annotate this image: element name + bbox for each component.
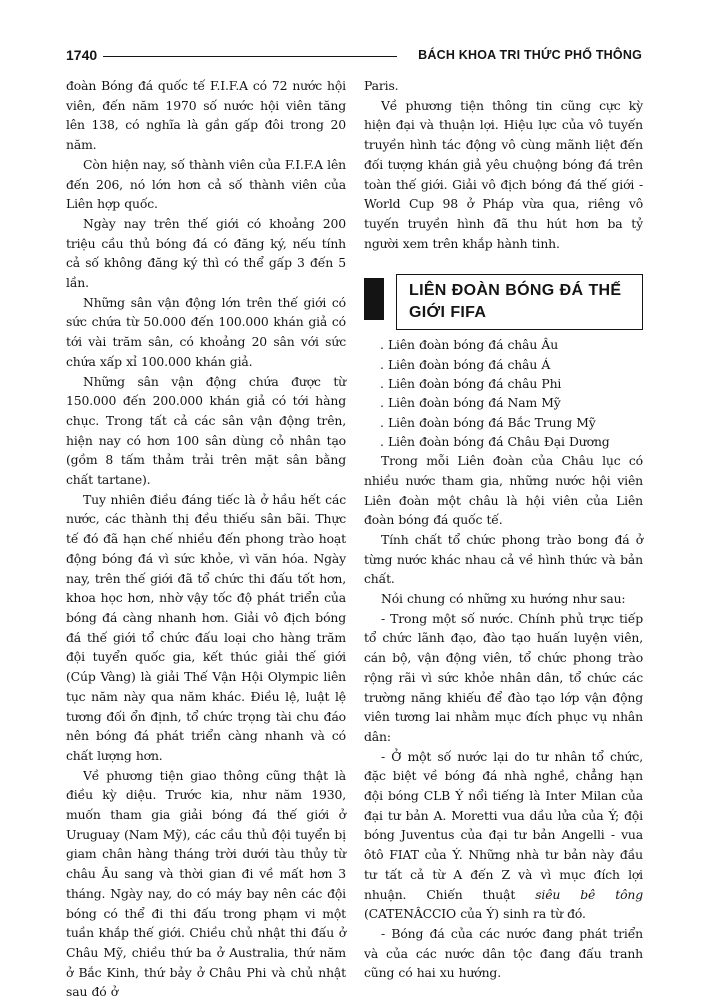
paragraph	[364, 747, 643, 924]
section-marker	[364, 278, 384, 320]
list-item: . Liên đoàn bóng đá Châu Đại Dương	[380, 433, 610, 449]
paragraph: - Bóng đá của các nước đang phát triển và của các nước dân tộc đang đấu tranh cũng có hai xu hướng.	[364, 925, 643, 981]
running-title: BÁCH KHOA TRI THỨC PHỔ THÔNG	[418, 48, 642, 62]
paragraph: Về phương tiện giao thông cũng thật là điều kỳ diệu. Trước kia, như năm 1930, muốn tham gia giải bóng đá thế giới ở Uruguay (Nam Mỹ), các cầu thủ đội tuyển bị giam chân hàng tháng trời dưới tàu thủy từ châu Âu sang và thời gian đi về mất hơn 3 tháng. Ngày nay, do có máy bay nên các đội bóng có thể đi thi đấu trong phạm vi một tuần khắp thế giới. Chiều chủ nhật thi đấu ở Châu Mỹ, chiều thứ ba ở Australia, thứ năm ở Bắc Kinh, thứ bảy ở Châu Phi và chủ nhật sau đó ở	[66, 767, 346, 1000]
page-header	[66, 46, 642, 64]
paragraph: đoàn Bóng đá quốc tế F.I.F.A có 72 nước hội viên, đến năm 1970 số nước hội viên tăng lên 138, có nghĩa là gần gấp đôi trong 20 năm.	[66, 78, 346, 153]
paragraph: Paris.	[364, 78, 399, 93]
header-rule	[103, 56, 397, 57]
confederation-list	[380, 335, 643, 451]
section-title: LIÊN ĐOÀN BÓNG ĐÁ THẾ GIỚI FIFA	[409, 282, 622, 322]
list-item: . Liên đoàn bóng đá châu Á	[380, 356, 551, 372]
left-column	[66, 76, 346, 1002]
list-item: . Liên đoàn bóng đá châu Âu	[380, 337, 559, 353]
paragraph: Những sân vận động chứa được từ 150.000 đến 200.000 khán giả có tới hàng chục. Trong tất cả các sân vận động trên, hiện nay có hơn 100 sân dùng cỏ nhân tạo (gồm 8 tấm thảm trải trên mặt sân bằng chất tartane).	[66, 373, 346, 488]
paragraph: Tính chất tổ chức phong trào bong đá ở từng nước khác nhau cả về hình thức và bản chất.	[364, 531, 643, 587]
text-run: - Ở một số nước lại do tư nhân tổ chức, đặc biệt về bóng đá nhà nghề, chẳng hạn đội bóng CLB Ý nổi tiếng là Inter Milan của đại tư bản A. Moretti vua dầu lửa của Ý; đội bóng Juventus của đại tư bản Angelli - vua ôtô FIAT của Ý. Những nhà tư bản này đầu tư tất cả từ A đến Z và vì mục đích lợi nhuận. Chiến thuật	[364, 748, 643, 902]
paragraph: Những sân vận động lớn trên thế giới có sức chứa từ 50.000 đến 100.000 khán giả có tới vài trăm sân, có khoảng 20 sân với sức chứa xấp xỉ 100.000 khán giả.	[66, 294, 346, 369]
paragraph: Trong mỗi Liên đoàn của Châu lục có nhiều nước tham gia, những nước hội viên Liên đoàn một châu là hội viên của Liên đoàn bóng đá quốc tế.	[364, 453, 643, 528]
paragraph: Nói chung có những xu hướng như sau:	[381, 591, 626, 607]
list-item: . Liên đoàn bóng đá Bắc Trung Mỹ	[380, 414, 596, 430]
emphasis-term: siêu bê tông	[535, 886, 643, 902]
section-heading	[364, 274, 643, 330]
paragraph: Về phương tiện thông tin cũng cực kỳ hiện đại và thuận lợi. Hiệu lực của vô tuyến truyền hình tác động vô cùng mãnh liệt đến đối tượng khán giả yêu chuộng bóng đá trên toàn thế giới. Giải vô địch bóng đá thế giới - World Cup 98 ở Pháp vừa qua, riêng vô tuyến truyền hình đã thu hút hơn ba tỷ người xem trên khắp hành tinh.	[364, 97, 643, 251]
list-item: . Liên đoàn bóng đá Nam Mỹ	[380, 395, 561, 411]
list-item: . Liên đoàn bóng đá châu Phi	[380, 375, 562, 391]
paragraph: Ngày nay trên thế giới có khoảng 200 triệu cầu thủ bóng đá có đăng ký, nếu tính cả số không đăng ký thì có thể gấp 3 đến 5 lần.	[66, 215, 346, 291]
section-title-box	[396, 274, 643, 330]
paragraph: - Trong một số nước. Chính phủ trực tiếp tổ chức lãnh đạo, đào tạo huấn luyện viên, cán bộ, vận động viên, tổ chức phong trào rộng rãi vì sức khỏe nhân dân, tổ chức các trường năng khiếu để đào tạo lớp vận động viên tương lai nhằm mục đích phục vụ nhân dân:	[364, 610, 643, 744]
paragraph: Tuy nhiên điều đáng tiếc là ở hầu hết các nước, các thành thị đều thiếu sân bãi. Thực tế đó đã hạn chế nhiều đến phong trào hoạt động bóng đá vì sức khỏe, vì văn hóa. Ngày nay, trên thế giới đã tổ chức thi đấu tốt hơn, khoa học hơn, nhờ vậy tốc độ phát triển của bóng đá càng nhanh hơn. Giải vô địch bóng đá thế giới tổ chức đấu loại cho hàng trăm đội tuyển quốc gia, kết thúc giải thế giới (Cúp Vàng) là giải Thế Vận Hội Olympic liên tục năm này qua năm khác. Điều lệ, luật lệ tương đối ổn định, tổ chức trọng tài chu đáo nên bóng đá phát triển càng nhanh và có chất lượng hơn.	[66, 491, 346, 763]
text-run: (CATENÂCCIO của Ý) sinh ra từ đó.	[364, 906, 586, 922]
page-number: 1740	[66, 47, 98, 63]
right-column	[364, 76, 643, 983]
paragraph: Còn hiện nay, số thành viên của F.I.F.A lên đến 206, nó lớn hơn cả số thành viên của Liên hợp quốc.	[66, 156, 346, 212]
